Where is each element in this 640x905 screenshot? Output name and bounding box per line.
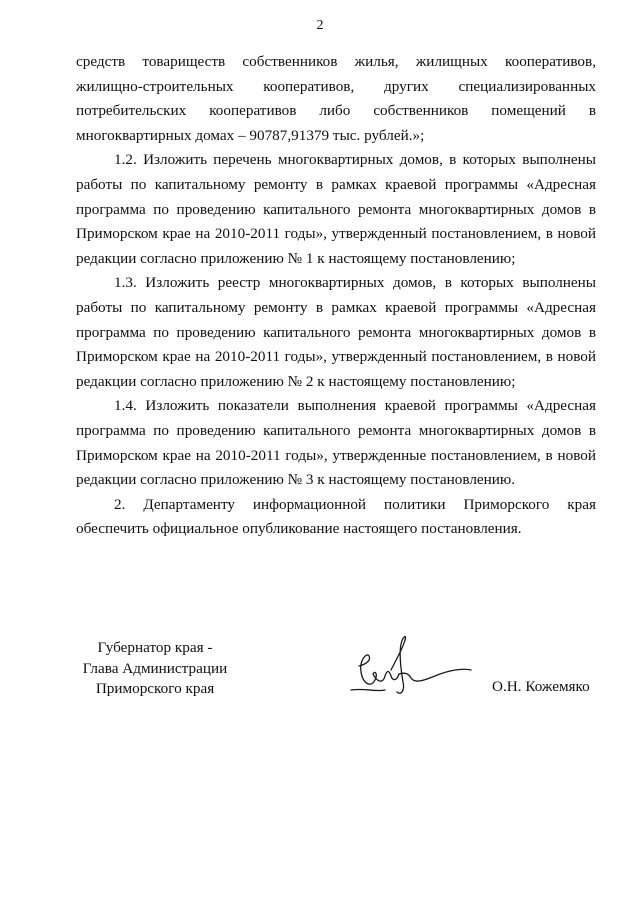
- signatory-title-line-1: Губернатор края -: [97, 639, 213, 656]
- paragraph-1-2: 1.2. Изложить перечень многоквартирных домов, в которых выполнены работы по капитальному ремонту в рамках краевой программы «Адресная программа по проведению капитального ремонта многоквартирных домов в Приморском крае на 2010-2011 годы», утвержденный постановлением, в новой редакции согласно приложению № 1 к настоящему постановлению;: [76, 151, 596, 267]
- signatory-title: [80, 638, 230, 700]
- paragraph-continuation-last: многоквартирных домах – 90787,91379 тыс. рублей.»;: [76, 126, 425, 144]
- paragraph-continuation-line-3: потребительских кооперативов либо собственников помещений в: [76, 102, 596, 120]
- paragraph-continuation-line-1: средств товариществ собственников жилья, жилищных кооперативов,: [76, 53, 596, 70]
- paragraph-1-3: 1.3. Изложить реестр многоквартирных домов, в которых выполнены работы по капитальному ремонту в рамках краевой программы «Адресная программа по проведению капитального ремонта многоквартирных домов в Приморском крае на 2010-2011 годы», утвержденный постановлением, в новой редакции согласно приложению № 2 к настоящему постановлению;: [76, 274, 596, 390]
- document-body: [76, 50, 596, 542]
- paragraph-1-4: 1.4. Изложить показатели выполнения краевой программы «Адресная программа по проведению капитального ремонта многоквартирных домов в Приморском крае на 2010-2011 годы», утвержденные постановлением, в новой редакции согласно приложению № 3 к настоящему постановлению.: [76, 397, 596, 489]
- handwritten-signature: [345, 630, 475, 710]
- signature-block: [0, 630, 640, 710]
- signatory-title-line-2: Глава Администрации: [82, 659, 228, 677]
- signatory-name: О.Н. Кожемяко: [492, 678, 590, 695]
- signatory-title-line-3: Приморского края: [95, 680, 215, 697]
- paragraph-2: 2. Департаменту информационной политики Приморского края обеспечить официальное опубликование настоящего постановления.: [76, 495, 596, 538]
- paragraph-continuation-line-2: жилищно-строительных кооперативов, других специализированных: [76, 77, 596, 95]
- page-number: 2: [316, 18, 324, 33]
